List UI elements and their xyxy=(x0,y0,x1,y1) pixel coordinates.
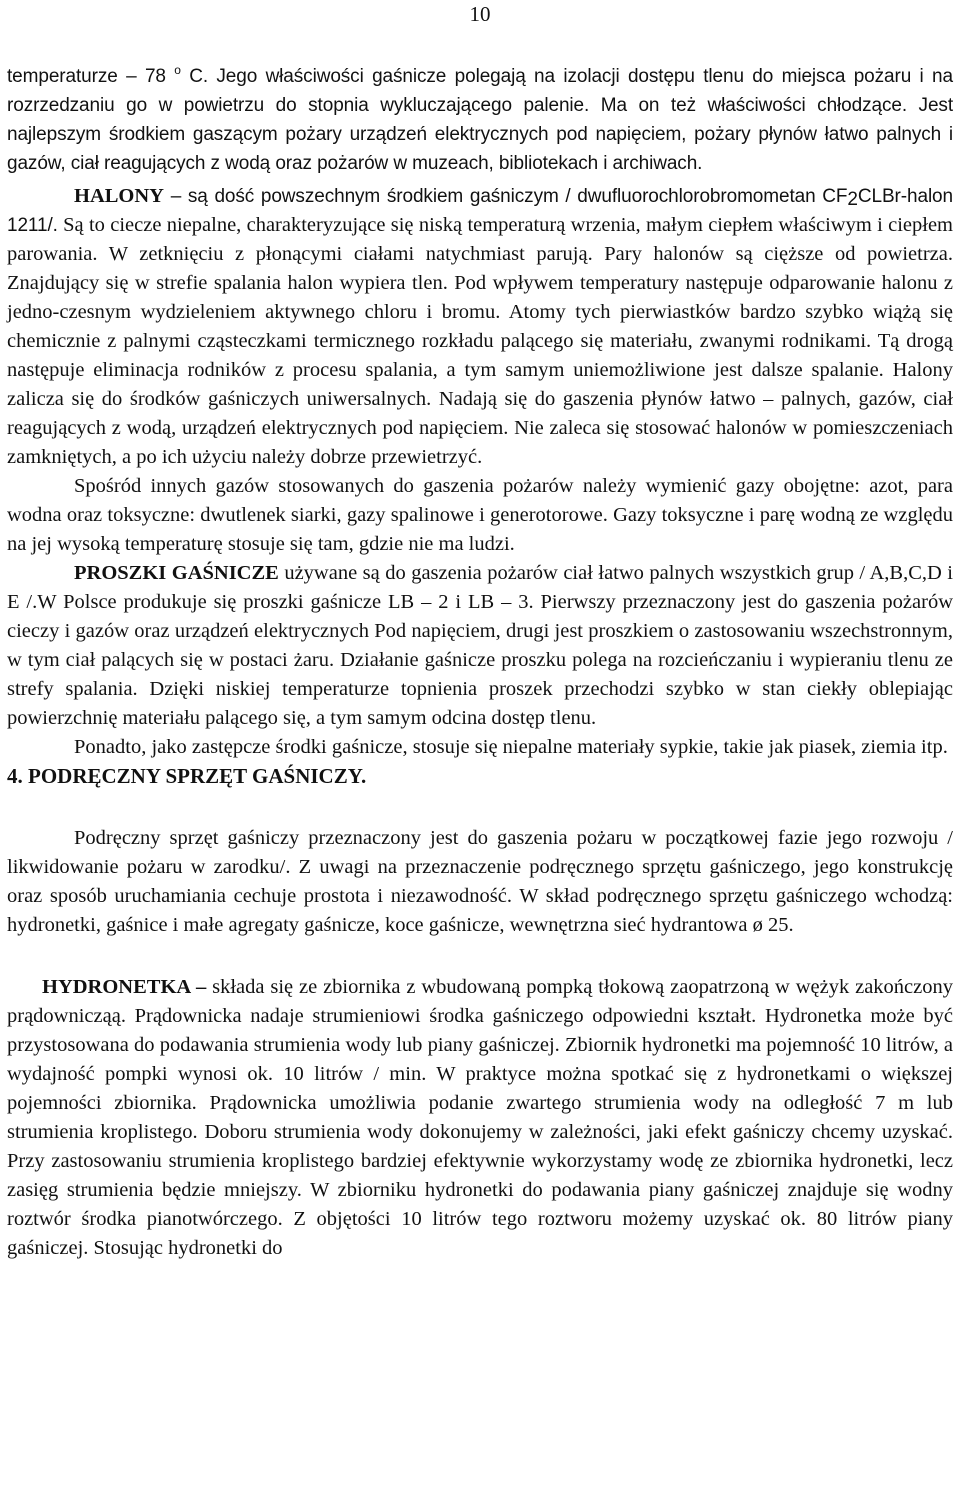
paragraph-co2-properties xyxy=(7,62,953,178)
paragraph-hydronetka xyxy=(7,973,953,1263)
subscript-2: 2 xyxy=(847,189,858,210)
text-run: CLBr-halon 1211/. xyxy=(7,186,953,236)
text-run: składa się ze zbiornika z wbudowaną pompką tłokową zaopatrzoną w wężyk zakończony prądownicząą. Prądownicka nadaje strumieniowi środka gaśniczego odpowiedni kształt. Hydronetka może być przystosowana do podawania strumienia wody lub piany gaśniczej. Zbiornik hydronetki ma pojemność 10 litrów, a wydajność pompki wynosi ok. 10 litrów / min. W praktyce można spotkać się z hydronetkami o większej pojemności zbiornika. Prądownicka umożliwia podanie zwartego strumienia wody na odległość 7 m lub strumienia kroplistego. Doboru strumienia wody dokonujemy w zależności, jaki efekt gaśniczy chcemy uzyskać. Przy zastosowaniu strumienia kroplistego bardziej efektywnie wykorzystamy wodę ze zbiornika hydronetki, lecz zasięg strumienia będzie mniejszy. W zbiorniku hydronetki do podawania piany gaśniczej znajduje się wodny roztwór środka pianotwórczego. Z objętości 10 litrów tego roztworu możemy uzyskać ok. 80 litrów piany gaśniczej. Stosując hydronetki do xyxy=(7,976,953,1259)
document-body xyxy=(7,62,953,1263)
text-run: temperaturze – 78 xyxy=(7,66,175,87)
page-number: 10 xyxy=(469,2,491,26)
text-run: C. Jego właściwości gaśnicze polegają na izolacji dostępu tlenu do miejsca pożaru i na rozrzedzaniu go w powietrzu do stopnia wykluczającego palenie. Ma on też właściwości chłodzące. Jest najlepszym środkiem gaszącym pożary urządzeń elektrycznych pod napięciem, pożary płynów łatwo palnych i gazów, ciał reagujących z wodą oraz pożarów w muzeach, bibliotekach i archiwach. xyxy=(7,66,953,174)
superscript-degree: o xyxy=(174,63,181,77)
text-run: Są to ciecze niepalne, charakteryzujące się niską temperaturą wrzenia, małym ciepłem właściwym i ciepłem parowania. W zetknięciu z płonącymi ciałami natychmiast parują. Pary halonów są cięższe od powietrza. Znajdujący się w strefie spalania halon wypiera tlen. Pod wpływem temperatury następuje odparowanie halonu z jedno-czesnym wydzieleniem aktywnego chloru i bromu. Atomy tych pierwiastków bardzo szybko wiążą się chemicznie z palnymi cząsteczkami termicznego rozkładu palącego się materiału, zwanymi rodnikami. Tą drogą następuje eliminacja rodników z procesu spalania, a tym samym uniemożliwione jest dalsze spalanie. Halony zalicza się do środków gaśniczych uniwersalnych. Nadają się do gaszenia płynów łatwo – palnych, gazów, ciał reagujących z wodą, urządzeń elektrycznych pod napięciem. Nie zaleca się stosować halonów w pomieszczeniach zamkniętych, a po ich użyciu należy dobrze przewietrzyć. xyxy=(7,214,953,468)
term-proszki-gasnicze: PROSZKI GAŚNICZE xyxy=(74,562,279,584)
section-heading: 4. PODRĘCZNY SPRZĘT GAŚNICZY. xyxy=(7,764,367,788)
text-run: używane są do gaszenia pożarów ciał łatwo palnych wszystkich grup / A,B,C,D i E /.W Polsce produkuje się proszki gaśnicze LB – 2 i LB – 3. Pierwszy przeznaczony jest do gaszenia pożarów cieczy i gazów oraz urządzeń elektrycznych Pod napięciem, drugi jest proszkiem o zastosowaniu wszechstronnym, w tym ciał palących się w postaci żaru. Działanie gaśnicze proszku polega na rozcieńczaniu i wypieraniu tlenu ze strefy spalania. Dzięki niskiej temperaturze topnienia proszek przechodzi szybko w stan ciekły oblepiając powierzchnię materiału palącego się, a tym samym odcina dostęp tlenu. xyxy=(7,562,953,729)
paragraph-other-gases: Spośród innych gazów stosowanych do gaszenia pożarów należy wymienić gazy obojętne: azot, para wodna oraz toksyczne: dwutlenek siarki, gazy spalinowe i generotorowe. Gazy toksyczne i parę wodną ze względu na jej wysoką temperaturę stosuje się tam, gdzie nie ma ludzi. xyxy=(7,475,953,555)
paragraph-hand-equipment: Podręczny sprzęt gaśniczy przeznaczony jest do gaszenia pożaru w początkowej fazie jego rozwoju / likwidowanie pożaru w zarodku/. Z uwagi na przeznaczenie podręcznego sprzętu gaśniczego, jego konstrukcję oraz sposób uruchamiania cechuje prostota i niezawodność. W skład podręcznego sprzętu gaśniczego wchodzą: hydronetki, gaśnice i małe agregaty gaśnicze, koce gaśnicze, wewnętrzna sieć hydrantowa ø 25. xyxy=(7,827,953,936)
term-hydronetka: HYDRONETKA – xyxy=(42,976,207,998)
paragraph-powders xyxy=(7,559,953,733)
term-halony: HALONY xyxy=(74,185,164,207)
text-run: – są dość powszechnym środkiem gaśniczym / dwufluorochlorobromometan CF xyxy=(163,186,848,207)
paragraph-substitutes: Ponadto, jako zastępcze środki gaśnicze, stosuje się niepalne materiały sypkie, takie jak piasek, ziemia itp. xyxy=(74,736,948,758)
paragraph-halons xyxy=(7,182,953,472)
